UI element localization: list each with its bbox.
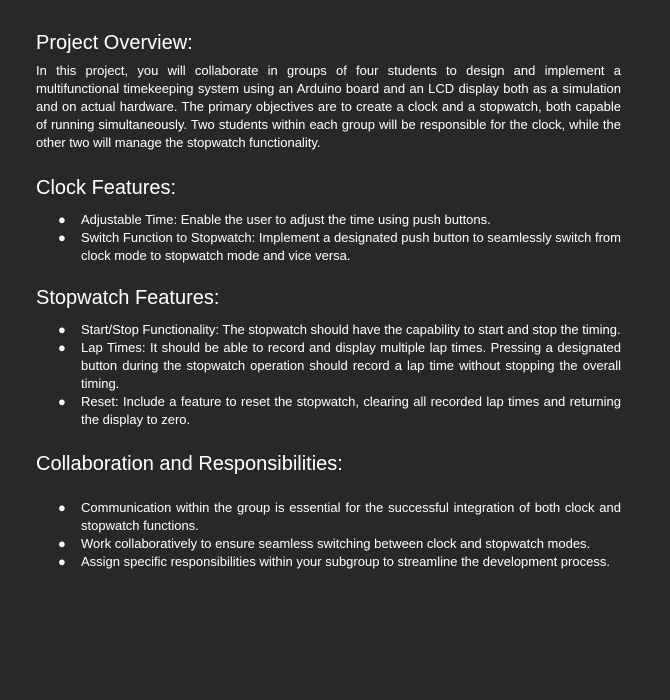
stopwatch-features-list <box>36 321 621 429</box>
list-item <box>36 393 621 429</box>
bullet-icon: ● <box>58 394 66 409</box>
list-item <box>36 553 621 571</box>
bullet-icon: ● <box>58 212 66 227</box>
list-item-text: Work collaboratively to ensure seamless switching between clock and stopwatch modes. <box>81 536 591 551</box>
heading-project-overview: Project Overview: <box>36 32 193 54</box>
heading-clock-features: Clock Features: <box>36 177 177 199</box>
bullet-icon: ● <box>58 230 66 245</box>
bullet-icon: ● <box>58 500 66 515</box>
list-item <box>36 339 621 393</box>
bullet-icon: ● <box>58 340 66 355</box>
heading-stopwatch-features: Stopwatch Features: <box>36 287 220 309</box>
list-item-text: Start/Stop Functionality: The stopwatch should have the capability to start and stop the timing. <box>81 322 621 337</box>
list-item-text: Assign specific responsibilities within your subgroup to streamline the development process. <box>81 554 610 569</box>
list-item-text: Lap Times: It should be able to record and display multiple lap times. Pressing a designated button during the stopwatch operation should record a lap time without stopping the overall timing. <box>81 340 621 391</box>
list-item <box>36 499 621 535</box>
list-item-text: Adjustable Time: Enable the user to adjust the time using push buttons. <box>81 212 491 227</box>
list-item <box>36 321 621 339</box>
list-item-text: Switch Function to Stopwatch: Implement a designated push button to seamlessly switch from clock mode to stopwatch mode and vice versa. <box>81 230 621 263</box>
list-item <box>36 535 621 553</box>
clock-features-list <box>36 211 621 265</box>
list-item-text: Reset: Include a feature to reset the stopwatch, clearing all recorded lap times and returning the display to zero. <box>81 394 621 427</box>
collaboration-list <box>36 499 621 571</box>
bullet-icon: ● <box>58 554 66 569</box>
bullet-icon: ● <box>58 322 66 337</box>
list-item-text: Communication within the group is essential for the successful integration of both clock and stopwatch functions. <box>81 500 621 533</box>
bullet-icon: ● <box>58 536 66 551</box>
overview-paragraph: In this project, you will collaborate in groups of four students to design and implement a multifunctional timekeeping system using an Arduino board and an LCD display both as a simulation and on actual hardware. The primary objectives are to create a clock and a stopwatch, both capable of running simultaneously. Two students within each group will be responsible for the clock, while the other two will manage the stopwatch functionality. <box>36 63 621 150</box>
list-item <box>36 229 621 265</box>
heading-collaboration-responsibilities: Collaboration and Responsibilities: <box>36 453 343 475</box>
list-item <box>36 211 621 229</box>
